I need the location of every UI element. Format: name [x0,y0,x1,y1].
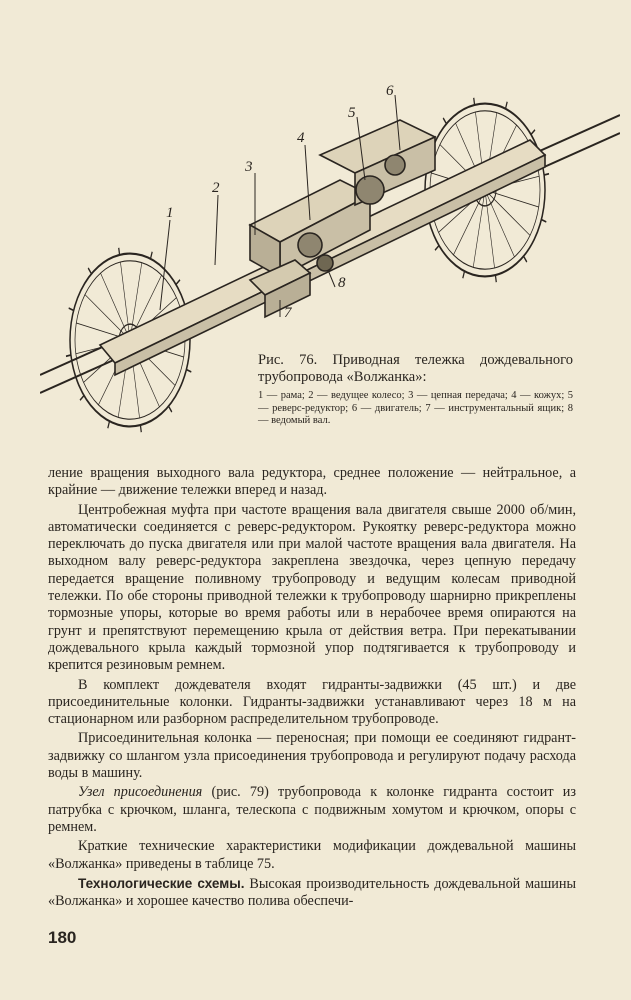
paragraph [48,875,576,911]
callout-3: 3 [245,159,253,175]
paragraph [48,784,576,836]
paragraph-text: В комплект дождевателя входят гидранты-задвижки (45 шт.) и две присоединительные колонки. Гидранты-задвижки устанавливают через 18 м на стационарном или разборном распределительном трубопроводе. [48,676,576,728]
paragraph-text: (рис. 79) трубопровода к колонке гидранта состоит из патрубка с крючком, шланга, телескопа с подвижным хомутом и крючком, опоры с ремнем. [48,784,576,835]
paragraph-text: Присоединительная колонка — переносная; при помощи ее соединяют гидрант-задвижку со шлангом узла присоединения трубопровода и регулируют подачу расхода воды в машину. [48,730,576,782]
caption-title: Рис. 76. Приводная тележка дождевального трубопровода «Волжанка»: [258,352,573,385]
paragraph-text: Высокая производительность дождевальной машины «Волжанка» и хорошее качество полива обеспечи- [48,875,576,910]
paragraph [48,838,576,873]
callout-4: 4 [297,130,305,146]
caption-legend: 1 — рама; 2 — ведущее колесо; 3 — цепная передача; 4 — кожух; 5 — реверс-редуктор; 6 — двигатель; 7 — инструментальный ящик; 8 — ведомый вал. [258,390,573,426]
paragraph [48,730,576,782]
callout-7: 7 [284,305,292,321]
paragraph-text: Краткие технические характеристики модификации дождевальной машины «Волжанка» приведены в таблице 75. [48,838,576,872]
callout-8: 8 [338,275,346,291]
callout-1: 1 [166,205,174,221]
callout-6: 6 [386,83,394,99]
paragraph [48,502,576,675]
paragraph-text: ление вращения выходного вала редуктора, среднее положение — нейтральное, а крайние — движение тележки вперед и назад. [48,465,576,499]
paragraph-lead-italic: Узел присоединения [78,784,203,801]
callout-2: 2 [212,180,220,196]
paragraph [48,677,576,729]
page-number: 180 [48,928,77,947]
paragraph [48,465,576,500]
paragraph-text: Центробежная муфта при частоте вращения вала двигателя свыше 2000 об/мин, автоматически соединяется с реверс-редуктором. Рукоятку реверс-редуктора можно переключать до пуска двигателя или при малой частоте вращения вала двигателя. На выходном валу реверс-редуктора закреплена звездочка, через цепную передачу передается вращение поливному трубопроводу и ведущим колесам приводной тележки. По обе стороны приводной тележки к трубопроводу шарнирно прикреплены тормозные упоры, которые во время работы или в нерабочее время опираются на грунт и препятствуют перемещению крыла от действия ветра. При перекатывании дождевального крыла каждый тормозной упор подтягивается к трубопроводу и крепится резиновым ремнем. [48,501,576,674]
paragraph-lead-bold: Технологические схемы. [78,875,245,891]
callout-5: 5 [348,105,356,121]
figure-caption [258,352,573,428]
body-text [48,465,576,910]
